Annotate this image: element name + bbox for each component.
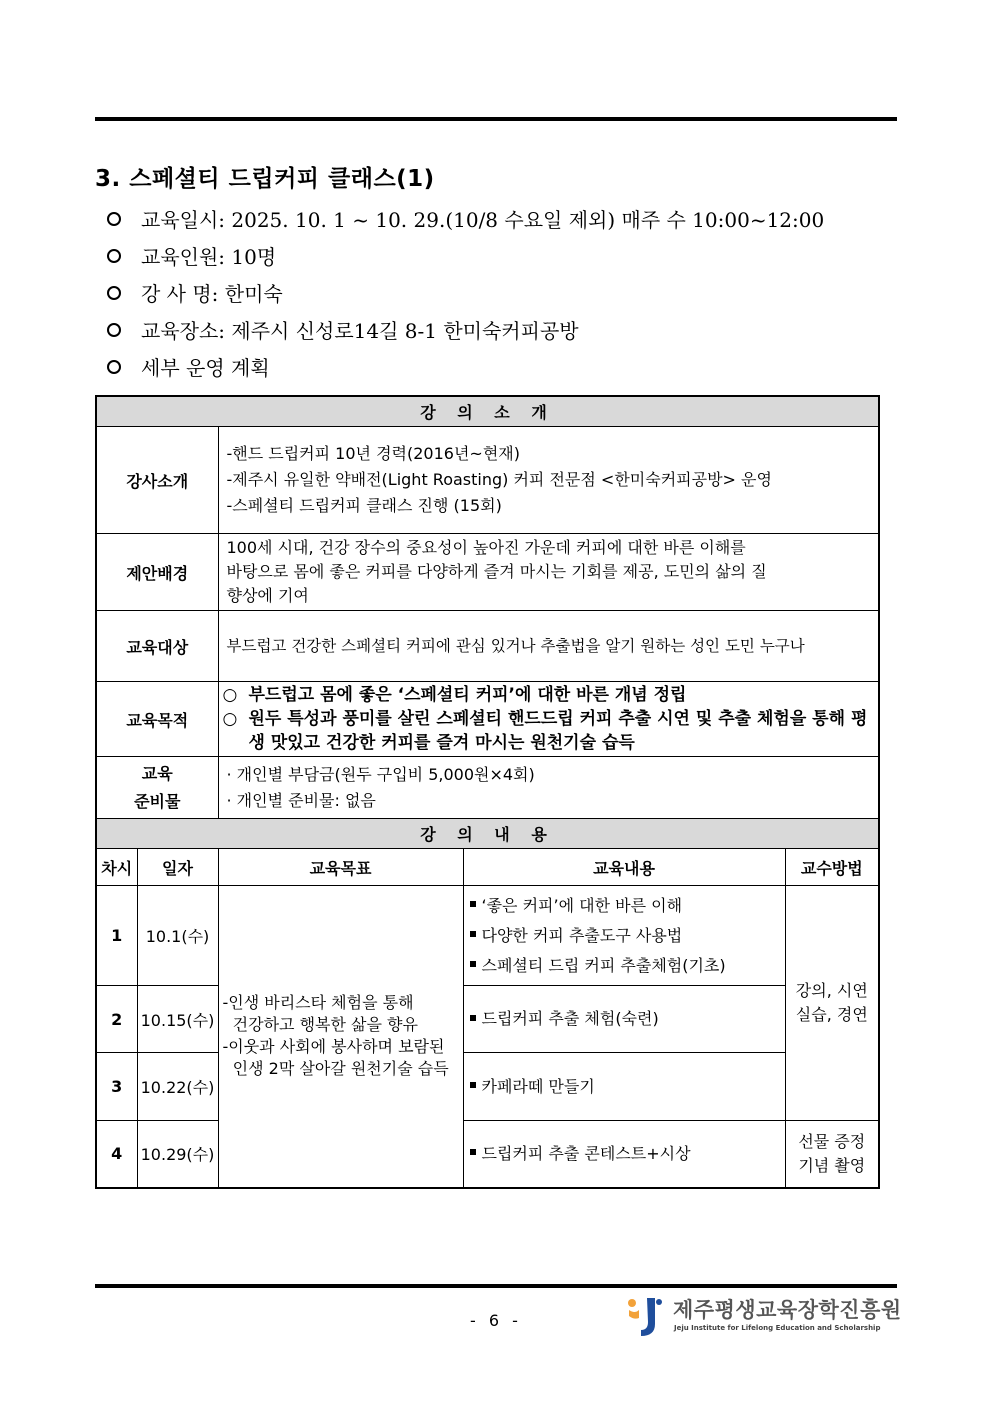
list-item: 스페셜티 드립 커피 추출체험(기초) (470, 951, 779, 981)
square-bullet-icon (470, 1149, 476, 1155)
col-goal: 교육목표 (218, 849, 463, 886)
content-header: 강 의 내 용 (96, 819, 879, 849)
square-bullet-icon (470, 961, 476, 967)
session-date: 10.22(수) (137, 1053, 218, 1121)
list-item: ‘좋은 커피’에 대한 바른 이해 (470, 891, 779, 921)
circle-bullet-icon (107, 249, 121, 263)
method-text-1: 강의, 시연 실습, 경연 (785, 886, 879, 1121)
square-bullet-icon (470, 931, 476, 937)
org-logo (625, 1292, 902, 1340)
page-number: - 6 - (470, 1311, 522, 1330)
square-bullet-icon (470, 1015, 476, 1021)
background-label: 제안배경 (96, 534, 218, 611)
method-text-2: 선물 증정 기념 촬영 (785, 1121, 879, 1188)
top-rule (95, 117, 897, 121)
session-date: 10.1(수) (137, 886, 218, 986)
session-no: 2 (96, 986, 137, 1053)
col-method: 교수방법 (785, 849, 879, 886)
section-title: 3. 스페셜티 드립커피 클래스(1) (95, 166, 435, 192)
square-bullet-icon (470, 1082, 476, 1088)
purpose-label: 교육목적 (96, 682, 218, 757)
bullet-schedule: 교육일시: 2025. 10. 1 ~ 10. 29.(10/8 수요일 제외) 매주 수 10:00~12:00 (107, 200, 907, 237)
intro-header: 강 의 소 개 (96, 396, 879, 427)
circle-bullet-icon (107, 323, 121, 337)
session-contents (463, 986, 785, 1053)
circle-bullet-icon (107, 286, 121, 300)
goal-text: -인생 바리스타 체험을 통해 건강하고 행복한 삶을 향유 -이웃과 사회에 봉사하며 보람된 인생 2막 살아갈 원천기술 습득 (218, 886, 463, 1188)
col-date: 일자 (137, 849, 218, 886)
target-label: 교육대상 (96, 611, 218, 682)
session-no: 3 (96, 1053, 137, 1121)
circle-symbol: ○ (222, 709, 238, 729)
bullet-plan: 세부 운영 계획 (107, 348, 907, 385)
org-name-ko: 제주평생교육장학진흥원 (673, 1298, 902, 1322)
table-row (96, 986, 879, 1053)
bullet-location: 교육장소: 제주시 신성로14길 8-1 한미숙커피공방 (107, 311, 907, 348)
session-contents (463, 1053, 785, 1121)
info-bullets (107, 200, 907, 385)
supplies-label: 교육 준비물 (96, 757, 218, 819)
col-session: 차시 (96, 849, 137, 886)
table-row (96, 1121, 879, 1188)
table-row (96, 1053, 879, 1121)
bullet-capacity: 교육인원: 10명 (107, 237, 907, 274)
list-item: 카페라떼 만들기 (470, 1072, 779, 1102)
circle-symbol: ○ (222, 685, 238, 705)
org-name-en: Jeju Institute for Lifelong Education and Scholarship (674, 1324, 881, 1332)
list-item: 드립커피 추출 콘테스트+시상 (470, 1139, 779, 1169)
list-item: 다양한 커피 추출도구 사용법 (470, 921, 779, 951)
jeju-institute-logo-icon (625, 1294, 665, 1338)
col-content: 교육내용 (463, 849, 785, 886)
instructor-text: -핸드 드립커피 10년 경력(2016년~현재) -제주시 유일한 약배전(Light Roasting) 커피 전문점 <한미숙커피공방> 운영 -스페셜티 드립커피 클래스 진행 (15회) (218, 427, 879, 534)
bullet-instructor: 강 사 명: 한미숙 (107, 274, 907, 311)
bottom-rule (95, 1284, 897, 1288)
session-date: 10.29(수) (137, 1121, 218, 1188)
table-row (96, 886, 879, 986)
session-no: 4 (96, 1121, 137, 1188)
session-contents (463, 1121, 785, 1188)
course-table (95, 395, 880, 1189)
background-text: 100세 시대, 건강 장수의 중요성이 높아진 가운데 커피에 대한 바른 이해를 바탕으로 몸에 좋은 커피를 다양하게 즐겨 마시는 기회를 제공, 도민의 삶의 질 향상에 기여 (218, 534, 879, 611)
circle-bullet-icon (107, 360, 121, 374)
instructor-label: 강사소개 (96, 427, 218, 534)
supplies-text: · 개인별 부담금(원두 구입비 5,000원×4회) · 개인별 준비물: 없음 (218, 757, 879, 819)
session-no: 1 (96, 886, 137, 986)
session-contents (463, 886, 785, 986)
circle-bullet-icon (107, 212, 121, 226)
session-date: 10.15(수) (137, 986, 218, 1053)
target-text: 부드럽고 건강한 스페셜티 커피에 관심 있거나 추출법을 알기 원하는 성인 도민 누구나 (218, 611, 879, 682)
list-item: 드립커피 추출 체험(숙련) (470, 1004, 779, 1034)
square-bullet-icon (470, 901, 476, 907)
purpose-text: ○ 부드럽고 몸에 좋은 ‘스페셜티 커피’에 대한 바른 개념 정립 ○ 원두 특성과 풍미를 살린 스페셜티 핸드드립 커피 추출 시연 및 추출 체험을 통해 평생 맛있고 건강한 커피를 즐겨 마시는 원천기술 습득 (218, 682, 879, 757)
